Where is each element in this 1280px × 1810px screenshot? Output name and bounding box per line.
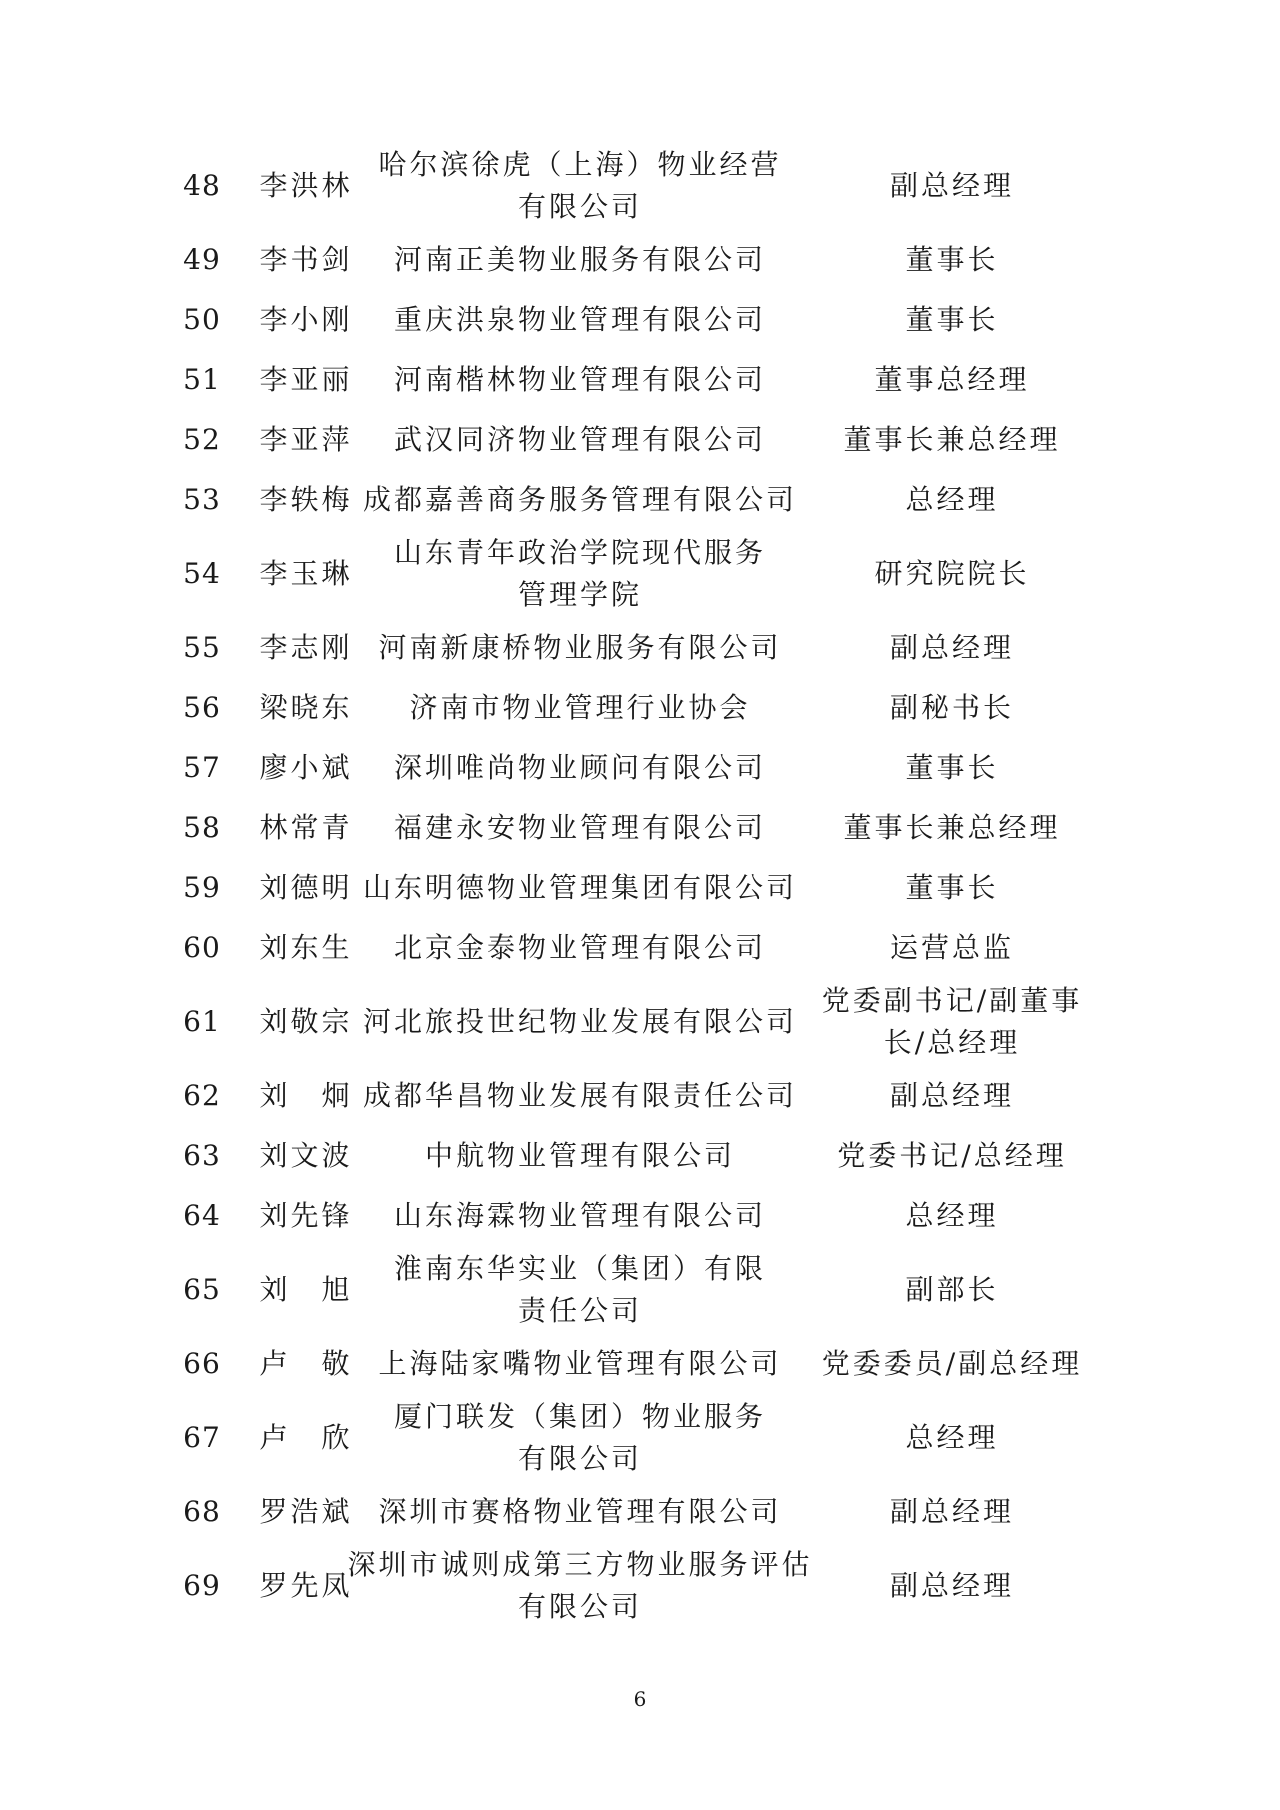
- row-number: 51: [183, 363, 221, 396]
- job-title-line: 董事长兼总经理: [843, 811, 1061, 844]
- person-name: 李小刚: [259, 303, 353, 336]
- organization-line: 淮南东华实业（集团）有限: [393, 1252, 766, 1285]
- organization-line: 北京金泰物业管理有限公司: [393, 931, 766, 964]
- row-number: 58: [183, 811, 221, 844]
- row-number: 60: [183, 931, 221, 964]
- list-row: [150, 410, 1130, 470]
- row-number: 54: [183, 557, 221, 590]
- job-title: [802, 1195, 1102, 1237]
- organization-line: 济南市物业管理行业协会: [409, 691, 751, 724]
- row-number: 53: [183, 483, 221, 516]
- person-name: 李轶梅: [259, 483, 353, 516]
- row-number: 56: [183, 691, 221, 724]
- row-number: 62: [183, 1079, 221, 1112]
- list-row: [150, 738, 1130, 798]
- job-title: [802, 747, 1102, 789]
- job-title-line: 党委书记/总经理: [837, 1139, 1067, 1172]
- list-row: [150, 230, 1130, 290]
- organization: [358, 419, 802, 461]
- organization: [358, 867, 802, 909]
- organization-line: 有限公司: [517, 190, 642, 223]
- organization: [358, 144, 802, 228]
- list-row: [150, 1482, 1130, 1542]
- job-title-line: 副总经理: [889, 169, 1014, 202]
- person-name: 罗浩斌: [259, 1495, 353, 1528]
- organization-line: 福建永安物业管理有限公司: [393, 811, 766, 844]
- organization: [358, 1001, 802, 1043]
- job-title-line: 党委委员/副总经理: [821, 1347, 1083, 1380]
- job-title: [802, 1417, 1102, 1459]
- list-row: [150, 1394, 1130, 1482]
- list-row: [150, 1186, 1130, 1246]
- person-name: 李志刚: [259, 631, 353, 664]
- list-row: [150, 350, 1130, 410]
- job-title: [802, 359, 1102, 401]
- job-title-line: 董事长兼总经理: [843, 423, 1061, 456]
- list-row: [150, 142, 1130, 230]
- organization: [358, 1075, 802, 1117]
- job-title: [802, 1075, 1102, 1117]
- person-name: 刘敬宗: [259, 1005, 353, 1038]
- job-title-line: 副总经理: [889, 1495, 1014, 1528]
- person-name: 刘德明: [259, 871, 353, 904]
- person-name: 梁晓东: [259, 691, 353, 724]
- organization: [358, 1248, 802, 1332]
- person-name: 林常青: [259, 811, 353, 844]
- organization-line: 河南新康桥物业服务有限公司: [378, 631, 782, 664]
- list-row: [150, 470, 1130, 530]
- row-number: 52: [183, 423, 221, 456]
- job-title-line: 董事长: [905, 303, 999, 336]
- job-title: [802, 1491, 1102, 1533]
- job-title-line: 董事长: [905, 751, 999, 784]
- row-number: 49: [183, 243, 221, 276]
- organization: [358, 479, 802, 521]
- organization-line: 责任公司: [517, 1294, 642, 1327]
- job-title: [802, 687, 1102, 729]
- organization-line: 有限公司: [517, 1590, 642, 1623]
- person-name: 李亚丽: [259, 363, 353, 396]
- organization: [358, 299, 802, 341]
- organization-line: 中航物业管理有限公司: [424, 1139, 735, 1172]
- job-title-line: 董事长: [905, 243, 999, 276]
- row-number: 55: [183, 631, 221, 664]
- job-title-line: 研究院院长: [874, 557, 1030, 590]
- person-name: 李书剑: [259, 243, 353, 276]
- row-number: 69: [183, 1569, 221, 1602]
- list-row: [150, 1066, 1130, 1126]
- job-title: [802, 419, 1102, 461]
- organization-line: 重庆洪泉物业管理有限公司: [393, 303, 766, 336]
- list-row: [150, 1334, 1130, 1394]
- organization: [358, 1195, 802, 1237]
- person-name: 卢 敬: [259, 1347, 353, 1380]
- organization-line: 河北旅投世纪物业发展有限公司: [362, 1005, 797, 1038]
- row-number: 48: [183, 169, 221, 202]
- organization: [358, 687, 802, 729]
- page-number: 6: [633, 1687, 647, 1711]
- person-name: 刘先锋: [259, 1199, 353, 1232]
- organization-line: 成都嘉善商务服务管理有限公司: [362, 483, 797, 516]
- person-name: 李亚萍: [259, 423, 353, 456]
- organization-line: 山东明德物业管理集团有限公司: [362, 871, 797, 904]
- member-list: [150, 142, 1130, 1630]
- organization-line: 厦门联发（集团）物业服务: [393, 1400, 766, 1433]
- organization-line: 山东青年政治学院现代服务: [393, 536, 766, 569]
- list-row: [150, 858, 1130, 918]
- job-title: [802, 807, 1102, 849]
- job-title-line: 总经理: [905, 1421, 999, 1454]
- organization: [358, 927, 802, 969]
- job-title-line: 党委副书记/副董事: [821, 984, 1083, 1017]
- job-title: [802, 927, 1102, 969]
- list-row: [150, 530, 1130, 618]
- organization: [358, 359, 802, 401]
- row-number: 61: [183, 1005, 221, 1038]
- job-title: [802, 479, 1102, 521]
- row-number: 67: [183, 1421, 221, 1454]
- job-title: [802, 1565, 1102, 1607]
- list-row: [150, 678, 1130, 738]
- list-row: [150, 1542, 1130, 1630]
- organization: [358, 1396, 802, 1480]
- row-number: 50: [183, 303, 221, 336]
- job-title: [802, 1135, 1102, 1177]
- row-number: 65: [183, 1273, 221, 1306]
- organization: [358, 747, 802, 789]
- job-title: [802, 553, 1102, 595]
- job-title: [802, 165, 1102, 207]
- organization-line: 山东海霖物业管理有限公司: [393, 1199, 766, 1232]
- list-row: [150, 918, 1130, 978]
- organization-line: 上海陆家嘴物业管理有限公司: [378, 1347, 782, 1380]
- row-number: 59: [183, 871, 221, 904]
- job-title-line: 总经理: [905, 483, 999, 516]
- organization: [358, 1491, 802, 1533]
- row-number: 64: [183, 1199, 221, 1232]
- organization: [358, 1343, 802, 1385]
- job-title: [802, 299, 1102, 341]
- row-number: 66: [183, 1347, 221, 1380]
- person-name: 刘文波: [259, 1139, 353, 1172]
- list-row: [150, 290, 1130, 350]
- organization-line: 管理学院: [517, 578, 642, 611]
- organization: [358, 627, 802, 669]
- person-name: 廖小斌: [259, 751, 353, 784]
- organization-line: 有限公司: [517, 1442, 642, 1475]
- job-title-line: 副秘书长: [889, 691, 1014, 724]
- job-title-line: 长/总经理: [883, 1026, 1021, 1059]
- job-title: [802, 867, 1102, 909]
- organization: [358, 239, 802, 281]
- organization: [358, 807, 802, 849]
- organization-line: 河南正美物业服务有限公司: [393, 243, 766, 276]
- person-name: 刘东生: [259, 931, 353, 964]
- job-title-line: 董事总经理: [874, 363, 1030, 396]
- person-name: 卢 欣: [259, 1421, 353, 1454]
- job-title: [802, 980, 1102, 1064]
- list-row: [150, 798, 1130, 858]
- person-name: 刘 旭: [259, 1273, 353, 1306]
- person-name: 罗先凤: [259, 1569, 353, 1602]
- person-name: 李玉琳: [259, 557, 353, 590]
- job-title-line: 副总经理: [889, 1079, 1014, 1112]
- organization-line: 武汉同济物业管理有限公司: [393, 423, 766, 456]
- list-row: [150, 618, 1130, 678]
- row-number: 63: [183, 1139, 221, 1172]
- organization: [347, 1544, 813, 1628]
- organization-line: 深圳市赛格物业管理有限公司: [378, 1495, 782, 1528]
- row-number: 57: [183, 751, 221, 784]
- job-title-line: 副部长: [905, 1273, 999, 1306]
- job-title: [802, 1269, 1102, 1311]
- job-title: [802, 1343, 1102, 1385]
- job-title-line: 副总经理: [889, 631, 1014, 664]
- job-title-line: 总经理: [905, 1199, 999, 1232]
- organization-line: 哈尔滨徐虎（上海）物业经营: [378, 148, 782, 181]
- list-row: [150, 1246, 1130, 1334]
- job-title: [802, 627, 1102, 669]
- person-name: 刘 炯: [259, 1079, 353, 1112]
- organization-line: 深圳唯尚物业顾问有限公司: [393, 751, 766, 784]
- organization-line: 成都华昌物业发展有限责任公司: [362, 1079, 797, 1112]
- list-row: [150, 1126, 1130, 1186]
- job-title: [802, 239, 1102, 281]
- list-row: [150, 978, 1130, 1066]
- job-title-line: 副总经理: [889, 1569, 1014, 1602]
- organization-line: 河南楷林物业管理有限公司: [393, 363, 766, 396]
- organization: [358, 1135, 802, 1177]
- person-name: 李洪林: [259, 169, 353, 202]
- job-title-line: 董事长: [905, 871, 999, 904]
- row-number: 68: [183, 1495, 221, 1528]
- job-title-line: 运营总监: [889, 931, 1014, 964]
- organization: [358, 532, 802, 616]
- organization-line: 深圳市诚则成第三方物业服务评估: [347, 1548, 813, 1581]
